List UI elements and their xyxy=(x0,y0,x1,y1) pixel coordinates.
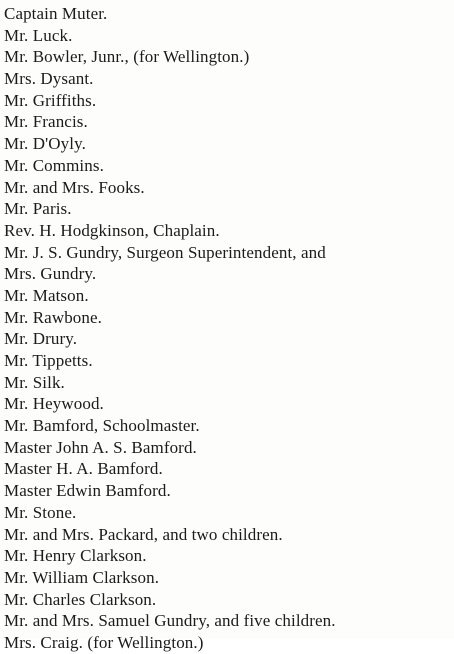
passenger-line: Mr. Charles Clarkson. xyxy=(4,589,157,609)
passenger-line: Mr. Silk. xyxy=(4,372,65,392)
passenger-line: Mr. Bowler, Junr., (for Wellington.) xyxy=(4,47,250,67)
passenger-line: Mr. Drury. xyxy=(4,329,78,349)
passenger-line: Mr. and Mrs. Fooks. xyxy=(4,177,145,197)
passenger-line: Mr. Henry Clarkson. xyxy=(4,546,147,566)
passenger-line: Mrs. Dysant. xyxy=(4,69,94,89)
passenger-line: Mr. Heywood. xyxy=(4,394,104,414)
passenger-line: Master John A. S. Bamford. xyxy=(4,437,197,457)
passenger-line: Mr. Francis. xyxy=(4,112,88,132)
passenger-line: Rev. H. Hodgkinson, Chaplain. xyxy=(4,220,220,240)
passenger-line: Mr. D'Oyly. xyxy=(4,134,86,154)
passenger-line: Mr. J. S. Gundry, Surgeon Superintendent, and xyxy=(4,242,326,262)
passenger-line: Mr. Stone. xyxy=(4,502,77,522)
passenger-line: Mrs. Gundry. xyxy=(4,264,97,284)
passenger-line: Mr. Bamford, Schoolmaster. xyxy=(4,416,200,436)
passenger-line: Mrs. Craig. (for Wellington.) xyxy=(4,632,204,652)
passenger-line: Mr. Tippetts. xyxy=(4,351,93,370)
passenger-line: Mr. Luck. xyxy=(4,25,73,45)
passenger-list xyxy=(4,3,452,654)
passenger-line: Mr. Commins. xyxy=(4,155,104,175)
passenger-line: Mr. Griffiths. xyxy=(4,90,97,110)
passenger-line: Master H. A. Bamford. xyxy=(4,459,163,479)
passenger-line: Mr. William Clarkson. xyxy=(4,567,160,587)
passenger-line: Mr. and Mrs. Packard, and two children. xyxy=(4,524,283,544)
passenger-line: Mr. Matson. xyxy=(4,285,89,305)
passenger-line: Mr. Paris. xyxy=(4,199,72,219)
passenger-line: Master Edwin Bamford. xyxy=(4,481,171,501)
passenger-line: Mr. Rawbone. xyxy=(4,307,102,327)
passenger-line: Mr. and Mrs. Samuel Gundry, and five children. xyxy=(4,611,336,631)
passenger-line: Captain Muter. xyxy=(4,4,108,23)
